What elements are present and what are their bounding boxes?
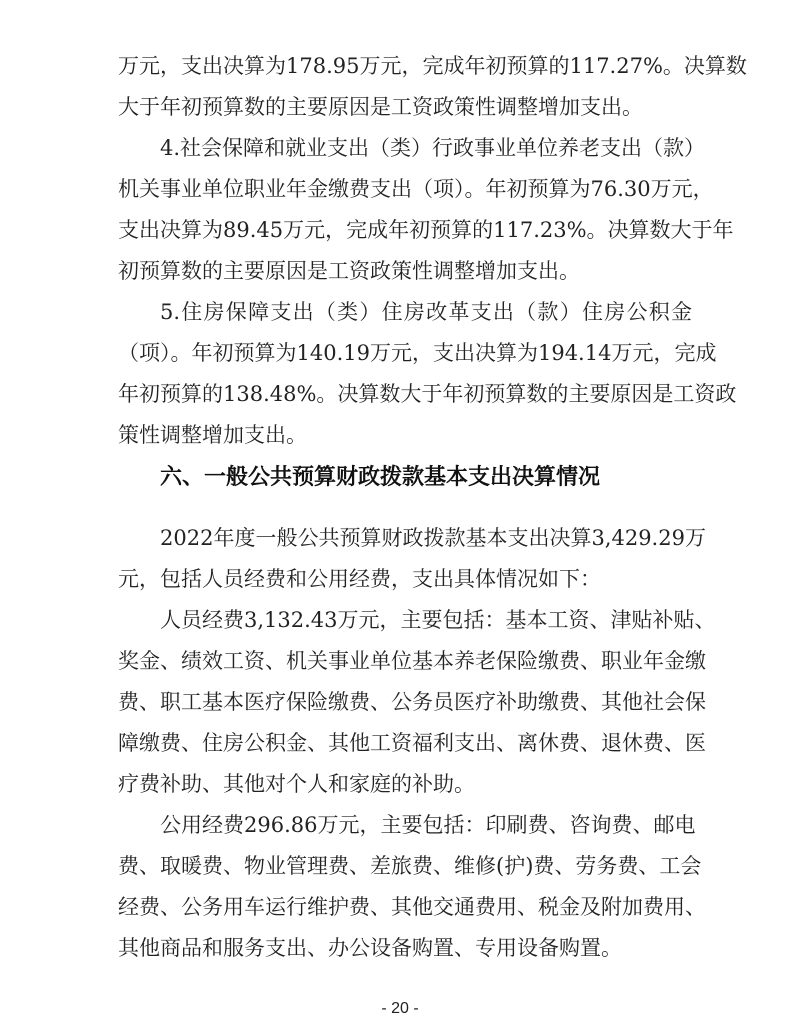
text-line: 5.住房保障支出（类）住房改革支出（款）住房公积金 xyxy=(160,300,692,324)
text-line: 障缴费、住房公积金、其他工资福利支出、离休费、退休费、医 xyxy=(118,731,706,755)
text-line: 年初预算的138.48%。决算数大于年初预算数的主要原因是工资政 xyxy=(118,382,737,406)
text-line: 初预算数的主要原因是工资政策性调整增加支出。 xyxy=(118,259,580,283)
text-line: 其他商品和服务支出、办公设备购置、专用设备购置。 xyxy=(118,936,622,960)
section-heading: 六、一般公共预算财政拨款基本支出决算情况 xyxy=(160,465,601,490)
text-line: 机关事业单位职业年金缴费支出（项）。年初预算为76.30万元， xyxy=(118,177,714,201)
text-line: 策性调整增加支出。 xyxy=(118,423,307,447)
text-line: 人员经费3,132.43万元，主要包括：基本工资、津贴补贴、 xyxy=(160,608,716,632)
text-line: 大于年初预算数的主要原因是工资政策性调整增加支出。 xyxy=(118,95,643,119)
text-line: 经费、公务用车运行维护费、其他交通费用、税金及附加费用、 xyxy=(118,895,706,919)
text-line: 奖金、绩效工资、机关事业单位基本养老保险缴费、职业年金缴 xyxy=(118,649,706,673)
text-line: 费、取暖费、物业管理费、差旅费、维修(护)费、劳务费、工会 xyxy=(118,854,702,878)
text-line: （项）。年初预算为140.19万元，支出决算为194.14万元，完成 xyxy=(118,341,717,365)
text-line: 2022年度一般公共预算财政拨款基本支出决算3,429.29万 xyxy=(160,526,706,550)
text-line: 4.社会保障和就业支出（类）行政事业单位养老支出（款） xyxy=(160,136,706,160)
text-line: 费、职工基本医疗保险缴费、公务员医疗补助缴费、其他社会保 xyxy=(118,690,706,714)
text-line: 疗费补助、其他对个人和家庭的补助。 xyxy=(118,772,475,796)
text-line: 公用经费296.86万元，主要包括：印刷费、咨询费、邮电 xyxy=(160,813,696,837)
text-line: 元，包括人员经费和公用经费，支出具体情况如下： xyxy=(118,567,601,591)
page-number: - 20 - xyxy=(381,1000,419,1017)
text-line: 万元，支出决算为178.95万元，完成年初预算的117.27%。决算数 xyxy=(118,54,747,78)
text-line: 支出决算为89.45万元，完成年初预算的117.23%。决算数大于年 xyxy=(118,218,734,242)
